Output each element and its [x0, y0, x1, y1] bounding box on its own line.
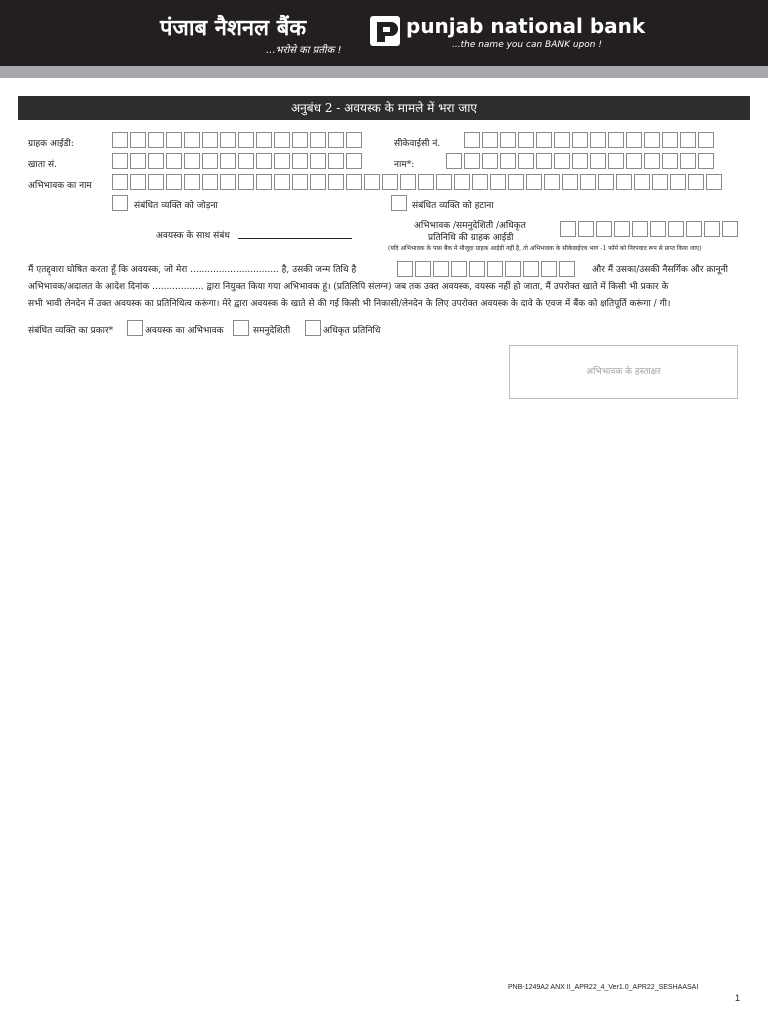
tagline-hindi: ...भरोसे का प्रतीक !	[266, 45, 342, 56]
relation-input[interactable]	[238, 226, 352, 239]
bank-name-hindi: पंजाब नैशनल बैंक	[160, 16, 307, 41]
account-no-label: खाता सं.	[28, 160, 57, 170]
type-guardian-checkbox[interactable]	[127, 320, 143, 336]
related-type-label: संबंधित व्यक्ति का प्रकार*	[28, 326, 114, 336]
remove-related-checkbox[interactable]	[391, 195, 407, 211]
tagline-english: ...the name you can BANK upon !	[452, 40, 602, 50]
ckyc-label: सीकेवाईसी नं.	[394, 139, 441, 149]
header-strip	[0, 66, 768, 78]
declaration-line2: अभिभावक/अदालत के आदेश दिनांक .................. द्वारा नियुक्त किया गया अभिभावक हूं। (प्रतिलिपि संलग्न) जब तक उक्त अवयस्क, वयस्क नहीं हो जाता, मैं उपरोक्त खाते में किसी भी प्रकार के	[28, 282, 669, 292]
guardian-id-label-line1: अभिभावक /समनुदेशिती /अधिकृत	[414, 221, 526, 231]
declaration-part2: और मैं उसका/उसकी नैसर्गिक और क़ानूनी	[592, 265, 728, 275]
guardian-id-note: (यदि अभिभावक के पास बैंक में मौजूदा ग्राहक आईडी नहीं है, तो अभिभावक के सीकेवाईएच भाग -1 फॉर्म को निरपवाद रूप से प्राप्त किया जाए)	[388, 245, 702, 252]
account-no-field[interactable]	[112, 153, 362, 169]
type-authorised-label: अधिकृत प्रतिनिधि	[323, 326, 381, 336]
ckyc-field[interactable]	[464, 132, 714, 148]
add-related-checkbox[interactable]	[112, 195, 128, 211]
name-field[interactable]	[446, 153, 714, 169]
relation-label: अवयस्क के साथ संबंध	[156, 231, 230, 241]
customer-id-field[interactable]	[112, 132, 362, 148]
guardian-id-field[interactable]	[560, 221, 738, 237]
declaration-line3: सभी भावी लेनदेन में उक्त अवयस्क का प्रतिनिधित्व करूंगा। मेरे द्वारा अवयस्क के खाते से की गई किसी भी निकासी/लेनदेन के लिए उपरोक्त अवयस्क के दावे के एवज में बैंक को क्षतिपूर्ति करूंगा / गी।	[28, 299, 671, 309]
guardian-name-label: अभिभावक का नाम	[28, 181, 92, 191]
type-guardian-label: अवयस्क का अभिभावक	[145, 326, 224, 336]
bank-header	[0, 0, 768, 66]
customer-id-label: ग्राहक आईडी:	[28, 139, 74, 149]
type-assignee-checkbox[interactable]	[233, 320, 249, 336]
guardian-signature-box[interactable]: अभिभावक के हस्ताक्षर	[509, 345, 738, 399]
guardian-id-label-line2: प्रतिनिधि की ग्राहक आईडी	[428, 233, 514, 243]
declaration-part1: मैं एतद्द्वारा घोषित करता हूँ कि अवयस्क, जो मेरा ............................... है, उसकी जन्म तिथि है	[28, 265, 357, 275]
pnb-logo-icon	[368, 14, 402, 48]
bank-name-english: punjab national bank	[406, 14, 646, 38]
page-number: 1	[735, 993, 741, 1003]
guardian-name-field[interactable]	[112, 174, 722, 190]
remove-related-label: संबंधित व्यक्ति को हटाना	[412, 201, 494, 211]
type-authorised-checkbox[interactable]	[305, 320, 321, 336]
name-label: नाम*:	[394, 160, 415, 170]
form-title: अनुबंध 2 - अवयस्क के मामले में भरा जाए	[18, 96, 750, 120]
form-code: PNB-1249A2 ANX II_APR22_4_Ver1.0_APR22_SESHAASAI	[508, 984, 699, 991]
dob-field[interactable]	[397, 261, 575, 277]
add-related-label: संबंधित व्यक्ति को जोड़ना	[134, 201, 218, 211]
type-assignee-label: समनुदेशिती	[253, 326, 291, 336]
